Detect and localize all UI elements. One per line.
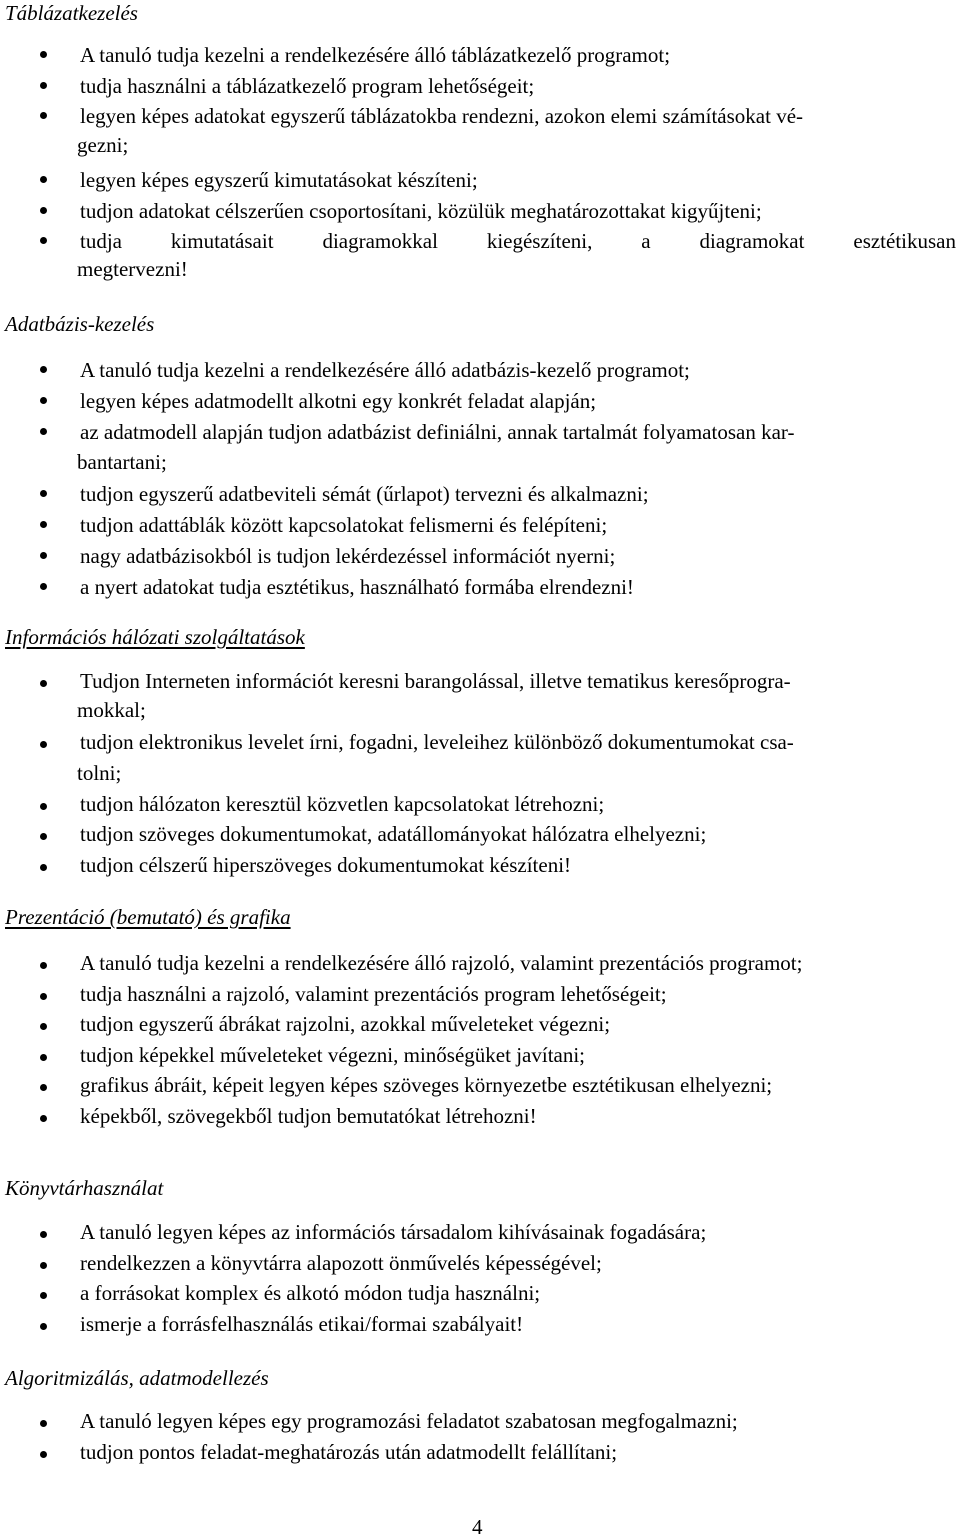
- bullet-icon: [40, 741, 47, 748]
- list-item-text-continued: tolni;: [77, 761, 122, 785]
- bullet-icon: [40, 1262, 47, 1269]
- list-item-text: A tanuló tudja kezelni a rendelkezésére álló táblázatkezelő programot;: [80, 43, 671, 67]
- list-item-text: tudjon célszerű hiperszöveges dokumentumokat készíteni!: [80, 853, 572, 877]
- list-item-text: tudjon pontos feladat-meghatározás után adatmodellt felállítani;: [80, 1440, 618, 1464]
- bullet-icon: [40, 176, 47, 183]
- list-item-text: legyen képes adatokat egyszerű táblázatokba rendezni, azokon elemi számításokat vé-: [80, 104, 804, 128]
- bullet-icon: [40, 680, 47, 687]
- list-item-text-continued: megtervezni!: [77, 257, 188, 281]
- bullet-icon: [40, 583, 47, 590]
- list-item-text-continued: mokkal;: [77, 698, 146, 722]
- list-item-text: tudjon szöveges dokumentumokat, adatállományokat hálózatra elhelyezni;: [80, 822, 707, 846]
- bullet-icon: [40, 366, 47, 373]
- list-item-text: A tanuló tudja kezelni a rendelkezésére álló rajzoló, valamint prezentációs programot;: [80, 951, 803, 975]
- bullet-icon: [40, 552, 47, 559]
- list-item-text: A tanuló legyen képes egy programozási feladatot szabatosan megfogalmazni;: [80, 1409, 738, 1433]
- list-item-text: A tanuló tudja kezelni a rendelkezésére álló adatbázis-kezelő programot;: [80, 358, 690, 382]
- list-item-text: a forrásokat komplex és alkotó módon tudja használni;: [80, 1281, 541, 1305]
- list-item-text: rendelkezzen a könyvtárra alapozott önművelés képességével;: [80, 1251, 602, 1275]
- bullet-icon: [40, 1115, 47, 1122]
- list-item-text: A tanuló legyen képes az információs társadalom kihívásainak fogadására;: [80, 1220, 707, 1244]
- list-item-text: tudja használni a táblázatkezelő program lehetőségeit;: [80, 74, 535, 98]
- bullet-icon: [40, 207, 47, 214]
- bullet-icon: [40, 490, 47, 497]
- bullet-icon: [40, 1084, 47, 1091]
- list-item-text: az adatmodell alapján tudjon adatbázist definiálni, annak tartalmát folyamatosan kar-: [80, 420, 795, 444]
- bullet-icon: [40, 1292, 47, 1299]
- section-title-algoritmizalas-adatmodellezes: Algoritmizálás, adatmodellezés: [5, 1366, 269, 1390]
- bullet-icon: [40, 237, 47, 244]
- list-item-text: grafikus ábráit, képeit legyen képes szöveges környezetbe esztétikusan elhelyezni;: [80, 1073, 773, 1097]
- list-item-text: legyen képes egyszerű kimutatásokat készíteni;: [80, 168, 478, 192]
- bullet-icon: [40, 1054, 47, 1061]
- list-item-text-continued: gezni;: [77, 133, 129, 157]
- bullet-icon: [40, 397, 47, 404]
- list-item-text: tudjon elektronikus levelet írni, fogadni, leveleihez különböző dokumentumokat csa-: [80, 730, 794, 754]
- list-item-text: nagy adatbázisokból is tudjon lekérdezéssel információt nyerni;: [80, 544, 616, 568]
- bullet-icon: [40, 428, 47, 435]
- list-item-text: tudjon képekkel műveleteket végezni, minőségüket javítani;: [80, 1043, 586, 1067]
- bullet-icon: [40, 864, 47, 871]
- bullet-icon: [40, 521, 47, 528]
- list-item-text: tudjon egyszerű ábrákat rajzolni, azokkal műveleteket végezni;: [80, 1012, 611, 1036]
- section-title-adatbazis-kezeles: Adatbázis-kezelés: [5, 312, 155, 336]
- bullet-icon: [40, 112, 47, 119]
- bullet-icon: [40, 1231, 47, 1238]
- list-item-text-continued: bantartani;: [77, 450, 167, 474]
- list-item-text: tudja használni a rajzoló, valamint prezentációs program lehetőségeit;: [80, 982, 667, 1006]
- bullet-icon: [40, 833, 47, 840]
- list-item-text: tudjon hálózaton keresztül közvetlen kapcsolatokat létrehozni;: [80, 792, 605, 816]
- bullet-icon: [40, 993, 47, 1000]
- bullet-icon: [40, 1023, 47, 1030]
- bullet-icon: [40, 1420, 47, 1427]
- bullet-icon: [40, 1323, 47, 1330]
- list-item-text: tudjon egyszerű adatbeviteli sémát (űrlapot) tervezni és alkalmazni;: [80, 482, 649, 506]
- list-item-text: képekből, szövegekből tudjon bemutatókat létrehozni!: [80, 1104, 537, 1128]
- bullet-icon: [40, 803, 47, 810]
- section-title-tablazatkezeles: Táblázatkezelés: [5, 1, 138, 25]
- page-number: 4: [472, 1515, 483, 1539]
- bullet-icon: [40, 82, 47, 89]
- list-item-text: tudjon adattáblák között kapcsolatokat felismerni és felépíteni;: [80, 513, 608, 537]
- list-item-text: a nyert adatokat tudja esztétikus, használható formába elrendezni!: [80, 575, 634, 599]
- section-title-konyvtarhasznalat: Könyvtárhasználat: [5, 1176, 164, 1200]
- section-title-prezentacio-es-grafika: Prezentáció (bemutató) és grafika: [5, 905, 291, 929]
- bullet-icon: [40, 51, 47, 58]
- list-item-text: tudjon adatokat célszerűen csoportosítani, közülük meghatározottakat kigyűjteni;: [80, 199, 762, 223]
- bullet-icon: [40, 962, 47, 969]
- bullet-icon: [40, 1451, 47, 1458]
- list-item-text: ismerje a forrásfelhasználás etikai/formai szabályait!: [80, 1312, 524, 1336]
- list-item-text: Tudjon Interneten információt keresni barangolással, illetve tematikus keresőprogra-: [80, 669, 791, 693]
- list-item-text: legyen képes adatmodellt alkotni egy konkrét feladat alapján;: [80, 389, 597, 413]
- list-item-text: tudja kimutatásait diagramokkal kiegészíteni, a diagramokat esztétikusan: [80, 229, 956, 253]
- section-title-informacios-halozati-szolgaltatasok: Információs hálózati szolgáltatások: [5, 625, 305, 649]
